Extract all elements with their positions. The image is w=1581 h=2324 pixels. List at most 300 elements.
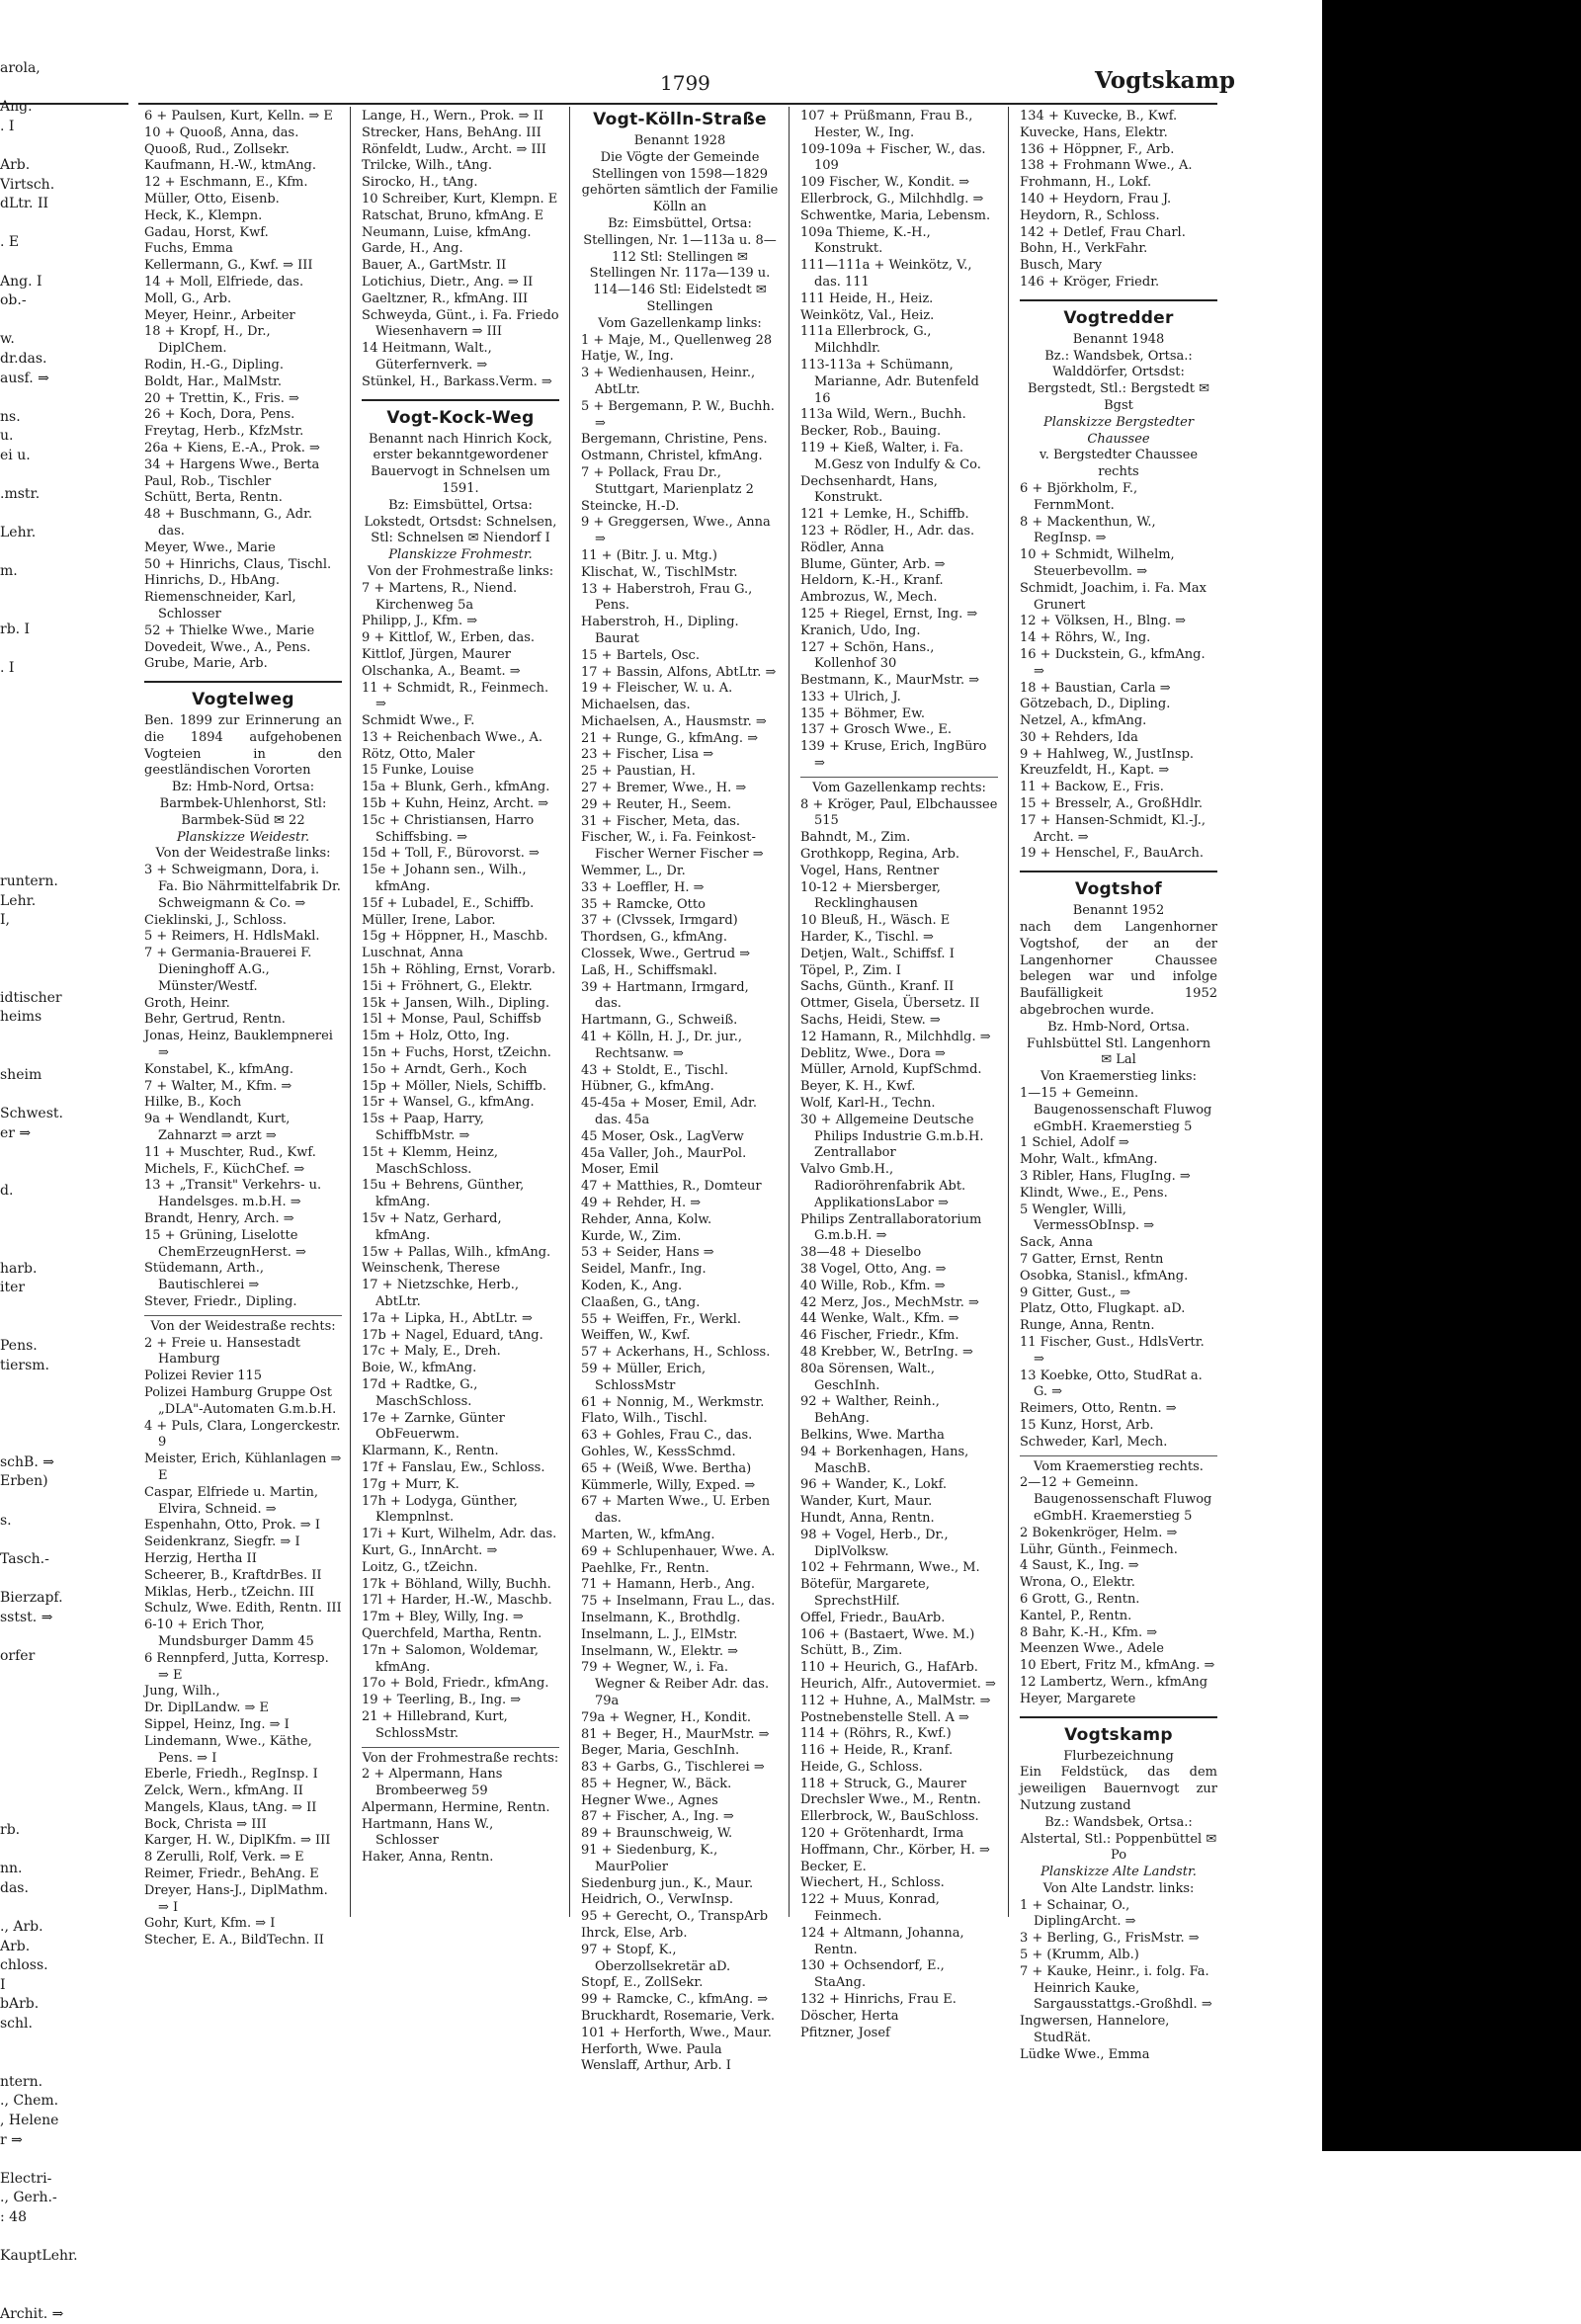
directory-entry: Groth, Heinr.	[144, 995, 230, 1011]
directory-entry: 137 + Grosch Wwe., E.	[800, 722, 953, 738]
margin-fragment: er ⇒	[0, 1124, 32, 1141]
directory-entry: Töpel, P., Zim. I	[800, 962, 901, 978]
plan-sketch-note: Planskizze Alte Landstr.	[1040, 1865, 1197, 1880]
directory-entry: 40 Wille, Rob., Kfm. ⇒	[800, 1278, 946, 1293]
directory-entry: 109a Thieme, K.-H., Konstrukt.	[800, 224, 931, 257]
margin-fragment	[0, 2285, 128, 2305]
margin-fragment: bArb.	[0, 1996, 40, 2013]
directory-entry: 7 Gatter, Ernst, Rentn	[1020, 1252, 1164, 1267]
street-description: Ben. 1899 zur Erinnerung an die 1894 aufgehobenen Vogteien in den geestländischen Vororten	[144, 713, 342, 779]
directory-entry: Müller, Otto, Eisenb.	[144, 191, 280, 207]
directory-entry: 89 + Braunschweig, W.	[581, 1826, 733, 1842]
directory-entry: 130 + Ochsendorf, E., StaAng.	[800, 1958, 945, 1991]
directory-entry: Dreyer, Hans-J., DiplMathm. ⇒ I	[144, 1882, 328, 1915]
directory-entry: 113-113a + Schümann, Marianne, Adr. Butenfeld 16	[800, 357, 979, 406]
margin-fragment: .mstr.	[0, 486, 41, 503]
margin-fragment: Erben)	[0, 1473, 48, 1490]
margin-fragment: arola,	[0, 60, 41, 76]
margin-fragment	[0, 2267, 128, 2286]
directory-entry: 26 + Koch, Dora, Pens.	[144, 407, 295, 423]
directory-entry: Zelck, Wern., kfmAng. II	[144, 1784, 303, 1799]
directory-entry: 146 + Kröger, Friedr.	[1020, 274, 1160, 290]
margin-fragment	[0, 640, 128, 660]
directory-entry: Garde, H., Ang.	[362, 241, 463, 257]
directory-entry: 120 + Grötenhardt, Irma	[800, 1826, 964, 1842]
margin-fragment	[0, 311, 128, 331]
street-info: Benannt 1928	[633, 133, 726, 148]
directory-entry: 92 + Walther, Reinh., BehAng.	[800, 1394, 940, 1427]
directory-entry: 15b + Kuhn, Heinz, Archt. ⇒	[362, 796, 549, 812]
directory-entry: 19 + Fleischer, W. u. A.	[581, 681, 733, 697]
margin-fragment: u.	[0, 428, 14, 445]
margin-fragment	[0, 2034, 128, 2054]
directory-entry: 8 Bahr, K.-H., Kfm. ⇒	[1020, 1624, 1158, 1640]
directory-entry: 17k + Böhland, Willy, Buchh.	[362, 1576, 551, 1592]
directory-entry: 124 + Altmann, Johanna, Rentn.	[800, 1925, 964, 1957]
directory-entry: Kreuzfeldt, H., Kapt. ⇒	[1020, 763, 1170, 779]
directory-entry: 19 + Henschel, F., BauArch.	[1020, 846, 1204, 862]
column-separator-2	[569, 107, 570, 1917]
directory-entry: Kaufmann, H.-W., ktmAng.	[144, 158, 317, 174]
directory-entry: 35 + Ramcke, Otto	[581, 896, 706, 912]
directory-entry: 110 + Heurich, G., HafArb.	[800, 1660, 978, 1676]
margin-fragment	[0, 1434, 128, 1453]
margin-fragment	[0, 950, 128, 969]
margin-fragment: ausf. ⇒	[0, 370, 49, 386]
directory-entry: Postnebenstelle Stell. A ⇒	[800, 1709, 969, 1725]
street-info: Flurbezeichnung	[1063, 1748, 1174, 1764]
margin-fragment: . I	[0, 660, 15, 677]
margin-fragment	[0, 1163, 128, 1183]
directory-entry: 3 + Schweigmann, Dora, i. Fa. Bio Nährmittelfabrik Dr. Schweigmann & Co. ⇒	[144, 863, 341, 911]
margin-fragment: s.	[0, 1512, 12, 1529]
directory-entry: Eberle, Friedh., RegInsp. I	[144, 1767, 318, 1783]
directory-entry: 12 + Völksen, H., Blng. ⇒	[1020, 614, 1187, 629]
directory-entry: 135 + Böhmer, Ew.	[800, 706, 926, 721]
directory-entry: Ellerbrock, G., Milchhdlg. ⇒	[800, 191, 984, 207]
directory-entry: Paul, Rob., Tischler	[144, 473, 272, 489]
directory-entry: Herzig, Hertha II	[144, 1550, 257, 1566]
directory-entry: 11 + (Bitr. J. u. Mtg.)	[581, 547, 717, 563]
directory-entry: Blume, Günter, Arb. ⇒	[800, 556, 946, 572]
street-info: Bz: Eimsbüttel, Ortsa: Stellingen, Nr. 1—113a u. 8—112 Stl: Stellingen ✉ Stellingen Nr. 117a—139 u. 114—146 Stl: Eidelstedt ✉ Stellingen	[583, 215, 777, 314]
directory-entry: 15s + Paap, Harry, SchiffbMstr. ⇒	[362, 1112, 484, 1144]
margin-fragment: . E	[0, 234, 20, 251]
directory-entry: 132 + Hinrichs, Frau E.	[800, 1992, 957, 2008]
directory-entry: 17h + Lodyga, Günther, Klempnlnst.	[362, 1493, 518, 1526]
directory-entry: Dovedeit, Wwe., A., Pens.	[144, 639, 311, 655]
directory-entry: Grube, Marie, Arb.	[144, 656, 268, 672]
directory-entry: Paehlke, Fr., Rentn.	[581, 1560, 709, 1576]
directory-entry: Michaelsen, das.	[581, 698, 691, 713]
directory-entry: 45-45a + Moser, Emil, Adr. das. 45a	[581, 1096, 757, 1128]
directory-entry: Hübner, G., kfmAng.	[581, 1079, 714, 1095]
directory-entry: Wiechert, H., Schloss.	[800, 1875, 945, 1891]
margin-fragment: ns.	[0, 408, 21, 425]
margin-fragment	[0, 969, 128, 989]
directory-entry: 119 + Kieß, Walter, i. Fa. M.Gesz von Indulfy & Co.	[800, 440, 981, 472]
directory-entry: Bestmann, K., MaurMstr. ⇒	[800, 673, 980, 689]
directory-entry: Stopf, E., ZollSekr.	[581, 1975, 704, 1991]
directory-entry: 41 + Kölln, H. J., Dr. jur., Rechtsanw. ⇒	[581, 1030, 742, 1061]
directory-entry: Rodin, H.-G., Dipling.	[144, 357, 284, 373]
directory-entry: 14 Heitmann, Walt., Güterfernverk. ⇒	[362, 341, 492, 373]
directory-entry: Reimer, Friedr., BehAng. E	[144, 1867, 319, 1882]
directory-entry: Hoffmann, Chr., Körber, H. ⇒	[800, 1842, 990, 1858]
margin-fragment	[0, 1898, 128, 1918]
directory-entry: Osobka, Stanisl., kfmAng.	[1020, 1268, 1189, 1284]
directory-entry: 134 + Kuvecke, B., Kwf.	[1020, 109, 1178, 124]
directory-entry: 15l + Monse, Paul, Schiffsb	[362, 1012, 541, 1028]
directory-entry: Schulz, Wwe. Edith, Rentn. III	[144, 1601, 342, 1617]
margin-fragment	[0, 1085, 128, 1105]
directory-entry: Weinkötz, Val., Heiz.	[800, 307, 935, 323]
directory-entry: Sirocko, H., tAng.	[362, 175, 478, 191]
directory-entry: Meister, Erich, Kühlanlagen ⇒ E	[144, 1452, 342, 1483]
directory-entry: 15t + Klemm, Heinz, MaschSchloss.	[362, 1144, 498, 1177]
directory-entry: Müller, Irene, Labor.	[362, 912, 496, 928]
directory-entry: Schütt, B., Zim.	[800, 1643, 903, 1659]
directory-entry: 81 + Beger, H., MaurMstr. ⇒	[581, 1726, 770, 1742]
margin-fragment	[0, 679, 128, 699]
directory-entry: Kranich, Udo, Ing.	[800, 622, 921, 638]
directory-entry: 29 + Reuter, H., Seem.	[581, 796, 732, 812]
directory-entry: 37 + (Clvssek, Irmgard)	[581, 913, 738, 929]
directory-entry: Strecker, Hans, BehAng. III	[362, 124, 541, 140]
directory-entry: 13 + „Transit" Verkehrs- u. Handelsges. m.b.H. ⇒	[144, 1178, 322, 1210]
margin-fragment	[0, 1298, 128, 1318]
directory-entry: Netzel, A., kfmAng.	[1020, 713, 1147, 729]
directory-entry: 43 + Stoldt, E., Tischl.	[581, 1062, 728, 1078]
directory-entry: 15a + Blunk, Gerh., kfmAng.	[362, 780, 550, 795]
margin-fragment	[0, 2053, 128, 2073]
margin-fragment	[0, 1666, 128, 1686]
directory-entry: Mangels, Klaus, tAng. ⇒ II	[144, 1799, 317, 1815]
directory-entry: Polizei Revier 115	[144, 1369, 263, 1384]
street-info: Bz: Hmb-Nord, Ortsa: Barmbek-Uhlenhorst, Stl: Barmbek-Süd ✉ 22	[159, 780, 327, 828]
directory-entry: 17 + Nietzschke, Herb., AbtLtr.	[362, 1278, 519, 1309]
directory-entry: Fuchs, Emma	[144, 241, 233, 257]
directory-entry: 17o + Bold, Friedr., kfmAng.	[362, 1676, 549, 1692]
directory-entry: Miklas, Herb., tZeichn. III	[144, 1584, 314, 1600]
directory-entry: 2 Bokenkröger, Helm. ⇒	[1020, 1525, 1178, 1540]
directory-entry: 17l + Harder, H.-W., Maschb.	[362, 1593, 552, 1609]
margin-fragment: ob.-	[0, 292, 27, 309]
margin-fragment	[0, 1221, 128, 1241]
directory-entry: 11 + Backow, E., Fris.	[1020, 780, 1164, 795]
directory-entry: Gohles, W., KessSchmd.	[581, 1444, 736, 1459]
directory-entry: 10 Ebert, Fritz M., kfmAng. ⇒	[1020, 1658, 1215, 1674]
directory-entry: Bock, Christa ⇒ III	[144, 1816, 267, 1832]
directory-entry: 1 + Maje, M., Quellenweg 28	[581, 332, 773, 348]
directory-entry: 55 + Weiffen, Fr., Werkl.	[581, 1311, 741, 1327]
directory-entry: Ottmer, Gisela, Übersetz. II	[800, 996, 980, 1012]
street-info: Benannt 1952	[1072, 903, 1165, 919]
directory-entry: 50 + Hinrichs, Claus, Tischl.	[144, 556, 332, 572]
directory-entry: 109 Fischer, W., Kondit. ⇒	[800, 175, 970, 191]
directory-entry: Schwentke, Maria, Lebensm.	[800, 208, 991, 223]
directory-entry: Bohn, H., VerkFahr.	[1020, 241, 1148, 257]
margin-fragment	[0, 1724, 128, 1744]
directory-entry: 30 + Allgemeine Deutsche Philips Industrie G.m.b.H. Zentrallabor	[800, 1112, 984, 1161]
directory-column-4	[800, 109, 998, 2040]
directory-entry: 85 + Hegner, W., Bäck.	[581, 1776, 732, 1791]
directory-entry: Heide, G., Schloss.	[800, 1759, 923, 1775]
directory-entry: 98 + Vogel, Herb., Dr., DiplVolksw.	[800, 1527, 949, 1559]
margin-fragment	[0, 853, 128, 872]
directory-column-1	[144, 109, 342, 1949]
street-info: Von Kraemerstieg links:	[1040, 1069, 1197, 1085]
plan-sketch-note: Planskizze Bergstedter Chaussee	[1042, 414, 1195, 447]
margin-fragment: rb. I	[0, 622, 31, 638]
directory-entry: 101 + Herforth, Wwe., Maur.	[581, 2025, 772, 2040]
directory-entry: Rehder, Anna, Kolw.	[581, 1211, 712, 1227]
directory-entry: Bötefür, Margarete, SprechstHilf.	[800, 1577, 930, 1609]
directory-entry: Ostmann, Christel, kfmAng.	[581, 449, 763, 464]
directory-entry: Sippel, Heinz, Ing. ⇒ I	[144, 1716, 290, 1732]
directory-entry: Harder, K., Tischl. ⇒	[800, 930, 934, 946]
directory-column-5	[1020, 109, 1217, 2062]
directory-entry: Weinschenk, Therese	[362, 1261, 501, 1277]
side-subheading: Von der Frohmestraße rechts:	[362, 1747, 559, 1768]
directory-entry: 52 + Thielke Wwe., Marie	[144, 622, 315, 638]
directory-entry: Cieklinski, J., Schloss.	[144, 912, 287, 928]
directory-entry: Espenhahn, Otto, Prok. ⇒ I	[144, 1518, 320, 1534]
directory-entry: 15r + Wansel, G., kfmAng.	[362, 1095, 535, 1111]
directory-entry: Jonas, Heinz, Bauklempnerei ⇒	[144, 1029, 333, 1061]
directory-entry: Michels, F., KüchChef. ⇒	[144, 1161, 305, 1177]
directory-entry: 13 + Reichenbach Wwe., A.	[362, 729, 543, 745]
directory-entry: 17a + Lipka, H., AbtLtr. ⇒	[362, 1310, 533, 1326]
directory-entry: Siedenburg jun., K., Maur.	[581, 1875, 754, 1891]
margin-fragment	[0, 1395, 128, 1415]
directory-entry: Lotichius, Dietr., Ang. ⇒ II	[362, 274, 534, 290]
margin-fragment	[0, 1375, 128, 1395]
directory-entry: Sack, Anna	[1020, 1235, 1093, 1251]
directory-entry: Ihrck, Else, Arb.	[581, 1926, 688, 1942]
directory-entry: Kurde, W., Zim.	[581, 1228, 682, 1244]
directory-entry: 17b + Nagel, Eduard, tAng.	[362, 1327, 543, 1343]
directory-entry: Konstabel, K., kfmAng.	[144, 1061, 293, 1077]
directory-entry: 91 + Siedenburg, K., MaurPolier	[581, 1843, 718, 1874]
directory-entry: Heck, K., Klempn.	[144, 208, 263, 223]
street-description: Ein Feldstück, das dem jeweiligen Bauernvogt zur Nutzung zustand	[1020, 1765, 1217, 1813]
directory-entry: 9 + Greggersen, Wwe., Anna ⇒	[581, 515, 771, 547]
directory-entry: 15k + Jansen, Wilh., Dipling.	[362, 995, 550, 1011]
directory-entry: 7 + Kauke, Heinr., i. folg. Fa. Heinrich Kauke, Sargausstattgs.-Großhdl. ⇒	[1020, 1963, 1212, 2013]
directory-entry: 7 + Germania-Brauerei F. Dieninghoff A.G., Münster/Westf.	[144, 946, 312, 994]
margin-fragment	[0, 931, 128, 951]
street-info: Benannt 1948	[1072, 331, 1165, 347]
directory-entry: 17 + Hansen-Schmidt, Kl.-J., Archt. ⇒	[1020, 812, 1207, 845]
directory-entry: Müller, Arnold, KupfSchmd.	[800, 1062, 982, 1078]
directory-entry: Laß, H., Schiffsmakl.	[581, 962, 717, 978]
directory-entry: Beyer, K. H., Kwf.	[800, 1079, 916, 1095]
directory-entry: 123 + Rödler, H., Adr. das.	[800, 523, 975, 539]
directory-entry: 4 Saust, K., Ing. ⇒	[1020, 1558, 1139, 1574]
margin-fragment	[0, 505, 128, 525]
street-info: Benannt nach Hinrich Kock, erster bekanntgewordener Bauervogt in Schnelsen um 1591.	[369, 431, 552, 496]
street-info: Bz.: Wandsbek, Ortsa.: Walddörfer, Ortsdst: Bergstedt, Stl.: Bergstedt ✉ Bgst	[1027, 348, 1210, 413]
directory-entry: 63 + Gohles, Frau C., das.	[581, 1428, 753, 1444]
directory-entry: 49 + Rehder, H. ⇒	[581, 1196, 702, 1210]
directory-entry: 19 + Teerling, B., Ing. ⇒	[362, 1693, 522, 1708]
directory-entry: Ingwersen, Hannelore, StudRät.	[1020, 2014, 1170, 2046]
margin-fragment: dr.das.	[0, 350, 47, 367]
directory-entry: Hatje, W., Ing.	[581, 349, 674, 365]
margin-fragment: Tasch.-	[0, 1550, 49, 1567]
directory-entry: Hartmann, G., Schweiß.	[581, 1013, 738, 1029]
directory-entry: Vogel, Hans, Rentner	[800, 863, 940, 878]
directory-entry: Inselmann, W., Elektr. ⇒	[581, 1643, 738, 1659]
margin-fragment	[0, 756, 128, 776]
plan-sketch-note: Planskizze Weidestr.	[176, 829, 310, 845]
directory-entry: Freytag, Herb., KfzMstr.	[144, 424, 304, 440]
street-info: Bz.: Wandsbek, Ortsa.: Alstertal, Stl.: Poppenbüttel ✉ Po	[1020, 1814, 1217, 1864]
margin-fragment	[0, 79, 128, 99]
directory-entry: 79 + Wegner, W., i. Fa. Wegner & Reiber Adr. das. 79a	[581, 1660, 770, 1708]
directory-entry: Gohr, Kurt, Kfm. ⇒ I	[144, 1916, 276, 1932]
directory-entry: Marten, W., kfmAng.	[581, 1527, 715, 1542]
directory-entry: 5 + Reimers, H. HdlsMakl.	[144, 929, 320, 945]
side-subheading: Vom Kraemerstieg rechts.	[1020, 1455, 1217, 1476]
directory-entry: 9 + Kittlof, W., Erben, das.	[362, 630, 536, 646]
directory-entry: 9 + Hahlweg, W., JustInsp.	[1020, 746, 1195, 762]
margin-fragment	[0, 776, 128, 795]
directory-entry: Meyer, Wwe., Marie	[144, 540, 276, 555]
directory-entry: Ambrozus, W., Mech.	[800, 590, 938, 606]
directory-entry: Steincke, H.-D.	[581, 498, 680, 514]
directory-entry: 109-109a + Fischer, W., das. 109	[800, 141, 986, 174]
directory-entry: 17f + Fanslau, Ew., Schloss.	[362, 1459, 545, 1475]
directory-entry: 7 + Martens, R., Niend. Kirchenweg 5a	[362, 580, 518, 613]
directory-entry: 121 + Lemke, H., Schiffb.	[800, 507, 969, 523]
directory-entry: 15v + Natz, Gerhard, kfmAng.	[362, 1211, 502, 1243]
directory-entry: Kittlof, Jürgen, Maurer	[362, 646, 511, 662]
directory-entry: Hinrichs, D., HbAng.	[144, 573, 281, 589]
margin-fragment: Archit. ⇒	[0, 2305, 64, 2322]
directory-entry: 118 + Struck, G., Maurer	[800, 1776, 966, 1791]
directory-entry: 13 Koebke, Otto, StudRat a. G. ⇒	[1020, 1368, 1203, 1400]
directory-entry: Clossek, Wwe., Gertrud ⇒	[581, 947, 751, 962]
directory-entry: 59 + Müller, Erich, SchlossMstr	[581, 1361, 707, 1393]
directory-entry: Kurt, G., InnArcht. ⇒	[362, 1542, 498, 1558]
directory-entry: Belkins, Wwe. Martha	[800, 1427, 945, 1443]
directory-entry: Detjen, Walt., Schiffsf. I	[800, 946, 955, 961]
directory-entry: 34 + Hargens Wwe., Berta	[144, 456, 320, 472]
directory-entry: Beger, Maria, GeschInh.	[581, 1743, 740, 1759]
margin-fragment: harb.	[0, 1260, 38, 1277]
street-info: v. Bergstedter Chaussee rechts	[1039, 448, 1199, 480]
directory-entry: 2 + Freie u. Hansestadt Hamburg	[144, 1335, 300, 1368]
directory-entry: 15h + Röhling, Ernst, Vorarb.	[362, 962, 556, 978]
directory-entry: 140 + Heydorn, Frau J.	[1020, 191, 1172, 207]
directory-entry: Koden, K., Ang.	[581, 1278, 683, 1293]
margin-fragment: nn.	[0, 1861, 23, 1877]
directory-entry: 112 + Huhne, A., MalMstr. ⇒	[800, 1693, 991, 1708]
directory-entry: 106 + (Bastaert, Wwe. M.)	[800, 1626, 975, 1642]
directory-entry: Becker, E.	[800, 1859, 867, 1874]
directory-entry: Wrona, O., Elektr.	[1020, 1575, 1135, 1591]
margin-fragment: orfer	[0, 1647, 36, 1664]
directory-entry: Schmidt Wwe., F.	[362, 713, 475, 729]
margin-fragment	[0, 1763, 128, 1783]
directory-entry: 17g + Murr, K.	[362, 1476, 459, 1492]
directory-entry: Döscher, Herta	[800, 2008, 899, 2024]
directory-entry: Grothkopp, Regina, Arb.	[800, 847, 960, 863]
directory-entry: 111 Heide, H., Heiz.	[800, 290, 934, 306]
directory-entry: Götzebach, D., Dipling.	[1020, 697, 1171, 712]
directory-entry: Frohmann, H., Lokf.	[1020, 175, 1152, 191]
margin-fragment: idtischer	[0, 989, 62, 1006]
directory-entry: Kantel, P., Rentn.	[1020, 1608, 1132, 1623]
directory-entry: 15u + Behrens, Günther, kfmAng.	[362, 1178, 525, 1210]
directory-entry: Neumann, Luise, kfmAng.	[362, 224, 532, 240]
margin-fragment	[0, 1202, 128, 1221]
margin-fragment	[0, 1569, 128, 1589]
directory-entry: 6 Rennpferd, Jutta, Korresp. ⇒ E	[144, 1650, 329, 1683]
directory-entry: 57 + Ackerhans, H., Schloss.	[581, 1345, 771, 1361]
directory-entry: Wenslaff, Arthur, Arb. I	[581, 2058, 731, 2074]
directory-entry: Schütt, Berta, Rentn.	[144, 490, 283, 506]
directory-entry: Inselmann, L. J., ElMstr.	[581, 1626, 738, 1642]
directory-entry: 136 + Höppner, F., Arb.	[1020, 141, 1175, 157]
directory-entry: Heydorn, R., Schloss.	[1020, 208, 1160, 223]
directory-entry: Hundt, Anna, Rentn.	[800, 1510, 935, 1526]
directory-entry: 15o + Arndt, Gerh., Koch	[362, 1061, 528, 1077]
directory-entry: Stünkel, H., Barkass.Verm. ⇒	[362, 374, 552, 389]
directory-entry: 2—12 + Gemeinn. Baugenossenschaft Fluwog eGmbH. Kraemerstieg 5	[1020, 1475, 1212, 1524]
directory-entry: Brandt, Henry, Arch. ⇒	[144, 1211, 294, 1226]
directory-entry: 69 + Schlupenhauer, Wwe. A.	[581, 1543, 776, 1559]
directory-entry: Lüdke Wwe., Emma	[1020, 2046, 1150, 2062]
directory-entry: Gadau, Horst, Kwf.	[144, 224, 269, 240]
margin-fragment: dLtr. II	[0, 196, 48, 212]
directory-entry: 45 Moser, Osk., LagVerw	[581, 1128, 744, 1144]
street-info: Bz. Hmb-Nord, Ortsa. Fuhlsbüttel Stl. Langenhorn ✉ Lal	[1026, 1019, 1211, 1068]
directory-entry: Meenzen Wwe., Adele	[1020, 1641, 1164, 1657]
directory-entry: Klarmann, K., Rentn.	[362, 1444, 499, 1459]
directory-entry: Klischat, W., TischlMstr.	[581, 564, 738, 580]
directory-entry: Heyer, Margarete	[1020, 1691, 1136, 1706]
directory-entry: 15 Funke, Louise	[362, 763, 474, 779]
directory-entry: Haberstroh, H., Dipling. Baurat	[581, 615, 739, 646]
margin-fragment: ., Gerh.-	[0, 2190, 57, 2206]
directory-entry: 17e + Zarnke, Günter ObFeuerwm.	[362, 1410, 505, 1443]
directory-entry: Heidrich, O., VerwInsp.	[581, 1892, 733, 1908]
directory-entry: 15 + Bresselr, A., GroßHdlr.	[1020, 796, 1204, 812]
directory-entry: 7 + Pollack, Frau Dr., Stuttgart, Marienplatz 2	[581, 464, 754, 497]
directory-entry: 13 + Haberstroh, Frau G., Pens.	[581, 581, 753, 614]
margin-fragment	[0, 602, 128, 622]
margin-fragment: I,	[0, 912, 10, 929]
margin-fragment	[0, 1686, 128, 1705]
directory-entry: Michaelsen, A., Hausmstr. ⇒	[581, 713, 767, 729]
directory-entry: 97 + Stopf, K., Oberzollsekretär aD.	[581, 1942, 731, 1974]
directory-entry: 27 + Bremer, Wwe., H. ⇒	[581, 781, 747, 796]
directory-entry: 116 + Heide, R., Kranf.	[800, 1743, 954, 1759]
directory-entry: 18 + Kropf, H., Dr., DiplChem.	[144, 324, 271, 357]
directory-entry: 10-12 + Miersberger, Recklinghausen	[800, 879, 941, 912]
directory-entry: 30 + Rehders, Ida	[1020, 729, 1138, 745]
directory-entry: 10 + Schmidt, Wilhelm, Steuerbevollm. ⇒	[1020, 547, 1175, 579]
column-separator-4	[1008, 107, 1009, 1917]
directory-entry: Fischer, W., i. Fa. Feinkost-Fischer Werner Fischer ⇒	[581, 830, 764, 863]
directory-entry: 21 + Runge, G., kfmAng. ⇒	[581, 730, 759, 746]
margin-fragment: ntern.	[0, 2073, 43, 2090]
directory-entry: 114 + (Röhrs, R., Kwf.)	[800, 1726, 952, 1742]
directory-entry: 20 + Trettin, K., Fris. ⇒	[144, 390, 299, 406]
